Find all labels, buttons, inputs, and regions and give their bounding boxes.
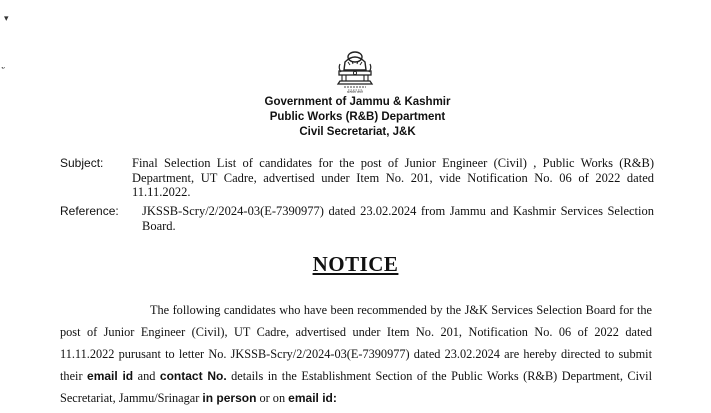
body-text-1: The following candidates who have been recommended by the J&K Services Selection Board for the post of Junior Engineer (Civil), UT Cadre, advertised under Item No. 201, Notification No. 06 of 2022 dated 11.11.2022 purusant to letter No. JKSSB-Scry/2/2024-03(E-7390977) dated 23.02.2024 are hereby directed to submit their (60, 303, 652, 383)
header-government: Government of Jammu & Kashmir (264, 96, 451, 108)
header-department: Public Works (R&B) Department (269, 111, 446, 123)
state-emblem-icon (330, 50, 380, 94)
scan-mark-top: ▾ (4, 14, 9, 24)
emblem-motto: सत्यमेव जयते (347, 90, 363, 94)
header-secretariat: Civil Secretariat, J&K (299, 126, 416, 138)
body-text-2: and (133, 369, 160, 383)
body-text-3: details in the Establishment Section of the Public Works (R&B) Department, Civil Secretariat, Jammu/Srinagar (60, 369, 652, 405)
notice-body (60, 299, 652, 409)
subject-text: Final Selection List of candidates for the post of Junior Engineer (Civil) , Public Works (R&B) Department, UT Cadre, advertised under Item No. 201, vide Notification No. 06 of 2022 dated 11.11.2022. (132, 156, 654, 199)
body-text-4: or on (256, 391, 289, 405)
subject-label: Subject: (60, 156, 104, 170)
notice-title: NOTICE (312, 252, 399, 276)
body-email-label: email id: (288, 391, 337, 405)
reference-text: JKSSB-Scry/2/2024-03(E-7390977) dated 23.02.2024 from Jammu and Kashmir Services Selection Board. (142, 204, 654, 233)
body-contact-no: contact No. (159, 369, 227, 383)
body-in-person: in person (202, 391, 257, 405)
reference-label: Reference: (60, 204, 119, 218)
body-email-id: email id (87, 369, 134, 383)
